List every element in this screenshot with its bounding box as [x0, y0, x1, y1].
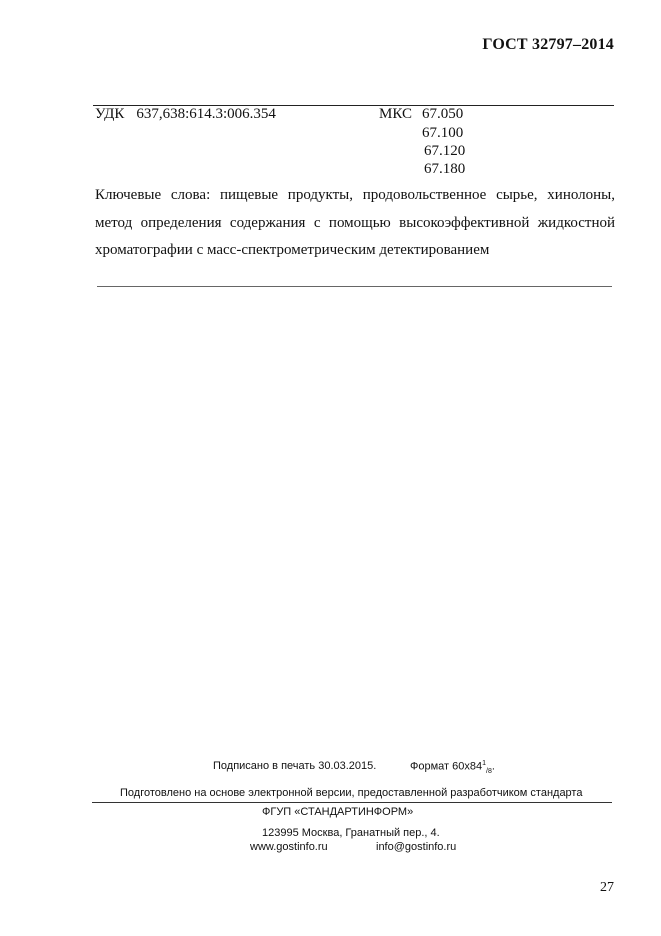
udk-label: УДК: [95, 106, 125, 122]
publisher-email: info@gostinfo.ru: [376, 841, 457, 853]
format-end: .: [491, 760, 495, 773]
print-format: [410, 760, 495, 775]
mks-label: МКС: [379, 106, 412, 122]
keywords-line: метод определения содержания с помощью высокоэффективной жидкостной: [95, 214, 615, 231]
standard-number: ГОСТ 32797–2014: [482, 36, 614, 53]
separator-rule: [97, 286, 612, 287]
udk-value: 637,638:614.3:006.354: [136, 106, 276, 122]
keywords-paragraph: [95, 182, 615, 265]
publisher-address: 123995 Москва, Гранатный пер., 4.: [262, 827, 440, 839]
mks-code: 67.180: [424, 161, 466, 177]
prepared-note: Подготовлено на основе электронной версии, предоставленной разработчиком стандарта: [120, 787, 583, 799]
keywords-line: Ключевые слова: пищевые продукты, продовольственное сырье, хинолоны,: [95, 187, 615, 203]
publisher-name: ФГУП «СТАНДАРТИНФОРМ»: [262, 806, 414, 818]
publisher-website: www.gostinfo.ru: [250, 841, 328, 853]
mks-code: 67.050: [422, 106, 464, 122]
signed-date: Подписано в печать 30.03.2015.: [213, 760, 377, 772]
format-fraction-top: 1: [482, 760, 487, 767]
keywords-line: хроматографии с масс-спектрометрическим детектированием: [95, 242, 490, 258]
format-text: Формат 60x84: [410, 760, 483, 773]
mks-code: 67.120: [424, 143, 466, 159]
udk-line: [95, 106, 276, 123]
format-fraction-bottom: /8: [486, 767, 492, 775]
page-number: 27: [600, 880, 614, 895]
mks-code: 67.100: [422, 125, 464, 141]
imprint-rule: [92, 802, 612, 803]
